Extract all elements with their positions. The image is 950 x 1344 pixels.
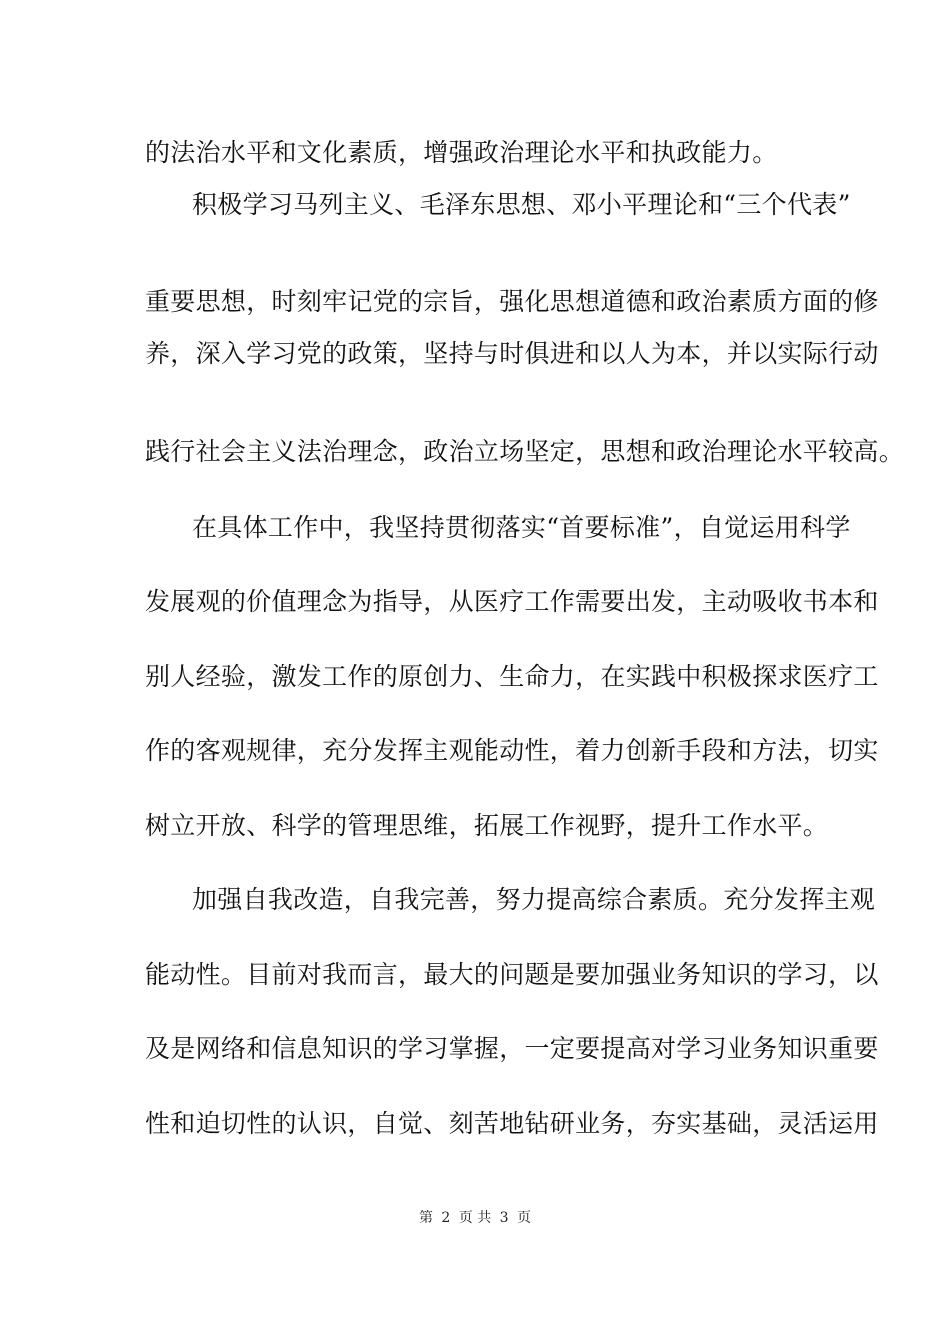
- text-line: 及是网络和信息知识的学习掌握，一定要提高对学习业务知识重要: [145, 1034, 879, 1063]
- text-line: 别人经验，激发工作的原创力、生命力，在实践中积极探求医疗工: [145, 662, 879, 691]
- footer-prefix: 第: [418, 1210, 433, 1226]
- paragraph-first-line: 在具体工作中，我坚持贯彻落实“首要标准”，自觉运用科学: [192, 513, 851, 542]
- text-line: 树立开放、科学的管理思维，拓展工作视野，提升工作水平。: [145, 811, 829, 840]
- text-line: 重要思想，时刻牢记党的宗旨，强化思想道德和政治素质方面的修: [145, 287, 879, 316]
- footer-middle: 页 共: [458, 1210, 492, 1226]
- footer-suffix: 页: [517, 1210, 532, 1226]
- total-page-count: 3: [499, 1210, 509, 1226]
- page-number-footer: [0, 1209, 950, 1227]
- paragraph-first-line: 加强自我改造，自我完善，努力提高综合素质。充分发挥主观: [192, 885, 876, 914]
- text-line: 践行社会主义法治理念，政治立场坚定，思想和政治理论水平较高。: [145, 437, 905, 466]
- text-line: 性和迫切性的认识，自觉、刻苦地钻研业务，夯实基础，灵活运用: [145, 1109, 879, 1138]
- text-line: 作的客观规律，充分发挥主观能动性，着力创新手段和方法，切实: [145, 736, 879, 765]
- current-page-number: 2: [441, 1210, 451, 1226]
- paragraph-first-line: 积极学习马列主义、毛泽东思想、邓小平理论和“三个代表”: [192, 190, 851, 219]
- text-line: 能动性。目前对我而言，最大的问题是要加强业务知识的学习，以: [145, 960, 879, 989]
- text-line: 发展观的价值理念为指导，从医疗工作需要出发，主动吸收书本和: [145, 587, 879, 616]
- text-line: 的法治水平和文化素质，增强政治理论水平和执政能力。: [145, 138, 778, 167]
- text-line: 养，深入学习党的政策，坚持与时俱进和以人为本，并以实际行动: [145, 339, 879, 368]
